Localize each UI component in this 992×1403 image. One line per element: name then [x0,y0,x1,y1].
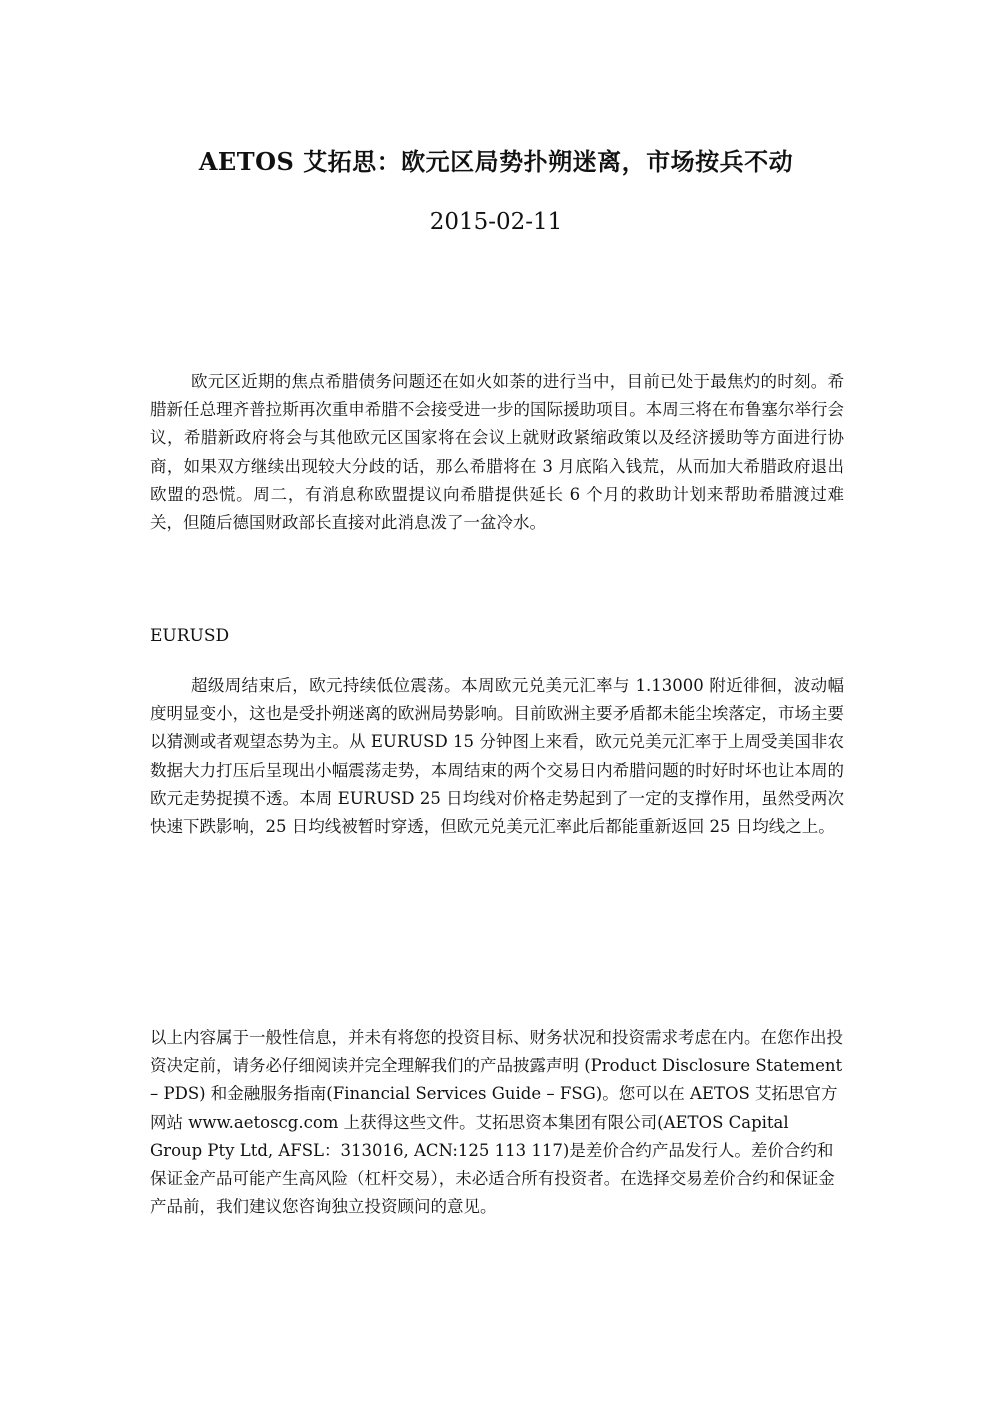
document-date: 2015-02-11 [429,209,563,235]
document-title: AETOS 艾拓思：欧元区局势扑朔迷离，市场按兵不动 [198,147,794,177]
eurusd-paragraph: 超级周结束后，欧元持续低位震荡。本周欧元兑美元汇率与 1.13000 附近徘徊，波动幅度明显变小，这也是受扑朔迷离的欧洲局势影响。目前欧洲主要矛盾都未能尘埃落定，市场主要以猜测或者观望态势为主。从 EURUSD 15 分钟图上来看，欧元兑美元汇率于上周受美国非农数据大力打压后呈现出小幅震荡走势，本周结束的两个交易日内希腊问题的时好时坏也让本周的欧元走势捉摸不透。本周 EURUSD 25 日均线对价格走势起到了一定的支撑作用，虽然受两次快速下跌影响，25 日均线被暂时穿透，但欧元兑美元汇率此后都能重新返回 25 日均线之上。 [150,676,844,837]
section-heading-eurusd: EURUSD [150,626,230,646]
disclaimer-paragraph: 以上内容属于一般性信息，并未有将您的投资目标、财务状况和投资需求考虑在内。在您作出投资决定前，请务必仔细阅读并完全理解我们的产品披露声明 (Product Disclosure Statement – PDS) 和金融服务指南(Financial Services Guide – FSG)。您可以在 AETOS 艾拓思官方网站 www.aetoscg.com 上获得这些文件。艾拓思资本集团有限公司(AETOS Capital Group Pty Ltd, AFSL：313016, ACN:125 113 117)是差价合约产品发行人。差价合约和保证金产品可能产生高风险（杠杆交易），未必适合所有投资者。在选择交易差价合约和保证金产品前，我们建议您咨询独立投资顾问的意见。 [150,1028,843,1217]
intro-paragraph: 欧元区近期的焦点希腊债务问题还在如火如荼的进行当中，目前已处于最焦灼的时刻。希腊新任总理齐普拉斯再次重申希腊不会接受进一步的国际援助项目。本周三将在布鲁塞尔举行会议，希腊新政府将会与其他欧元区国家将在会议上就财政紧缩政策以及经济援助等方面进行协商，如果双方继续出现较大分歧的话，那么希腊将在 3 月底陷入钱荒，从而加大希腊政府退出欧盟的恐慌。周二，有消息称欧盟提议向希腊提供延长 6 个月的救助计划来帮助希腊渡过难关，但随后德国财政部长直接对此消息泼了一盆冷水。 [150,372,844,533]
